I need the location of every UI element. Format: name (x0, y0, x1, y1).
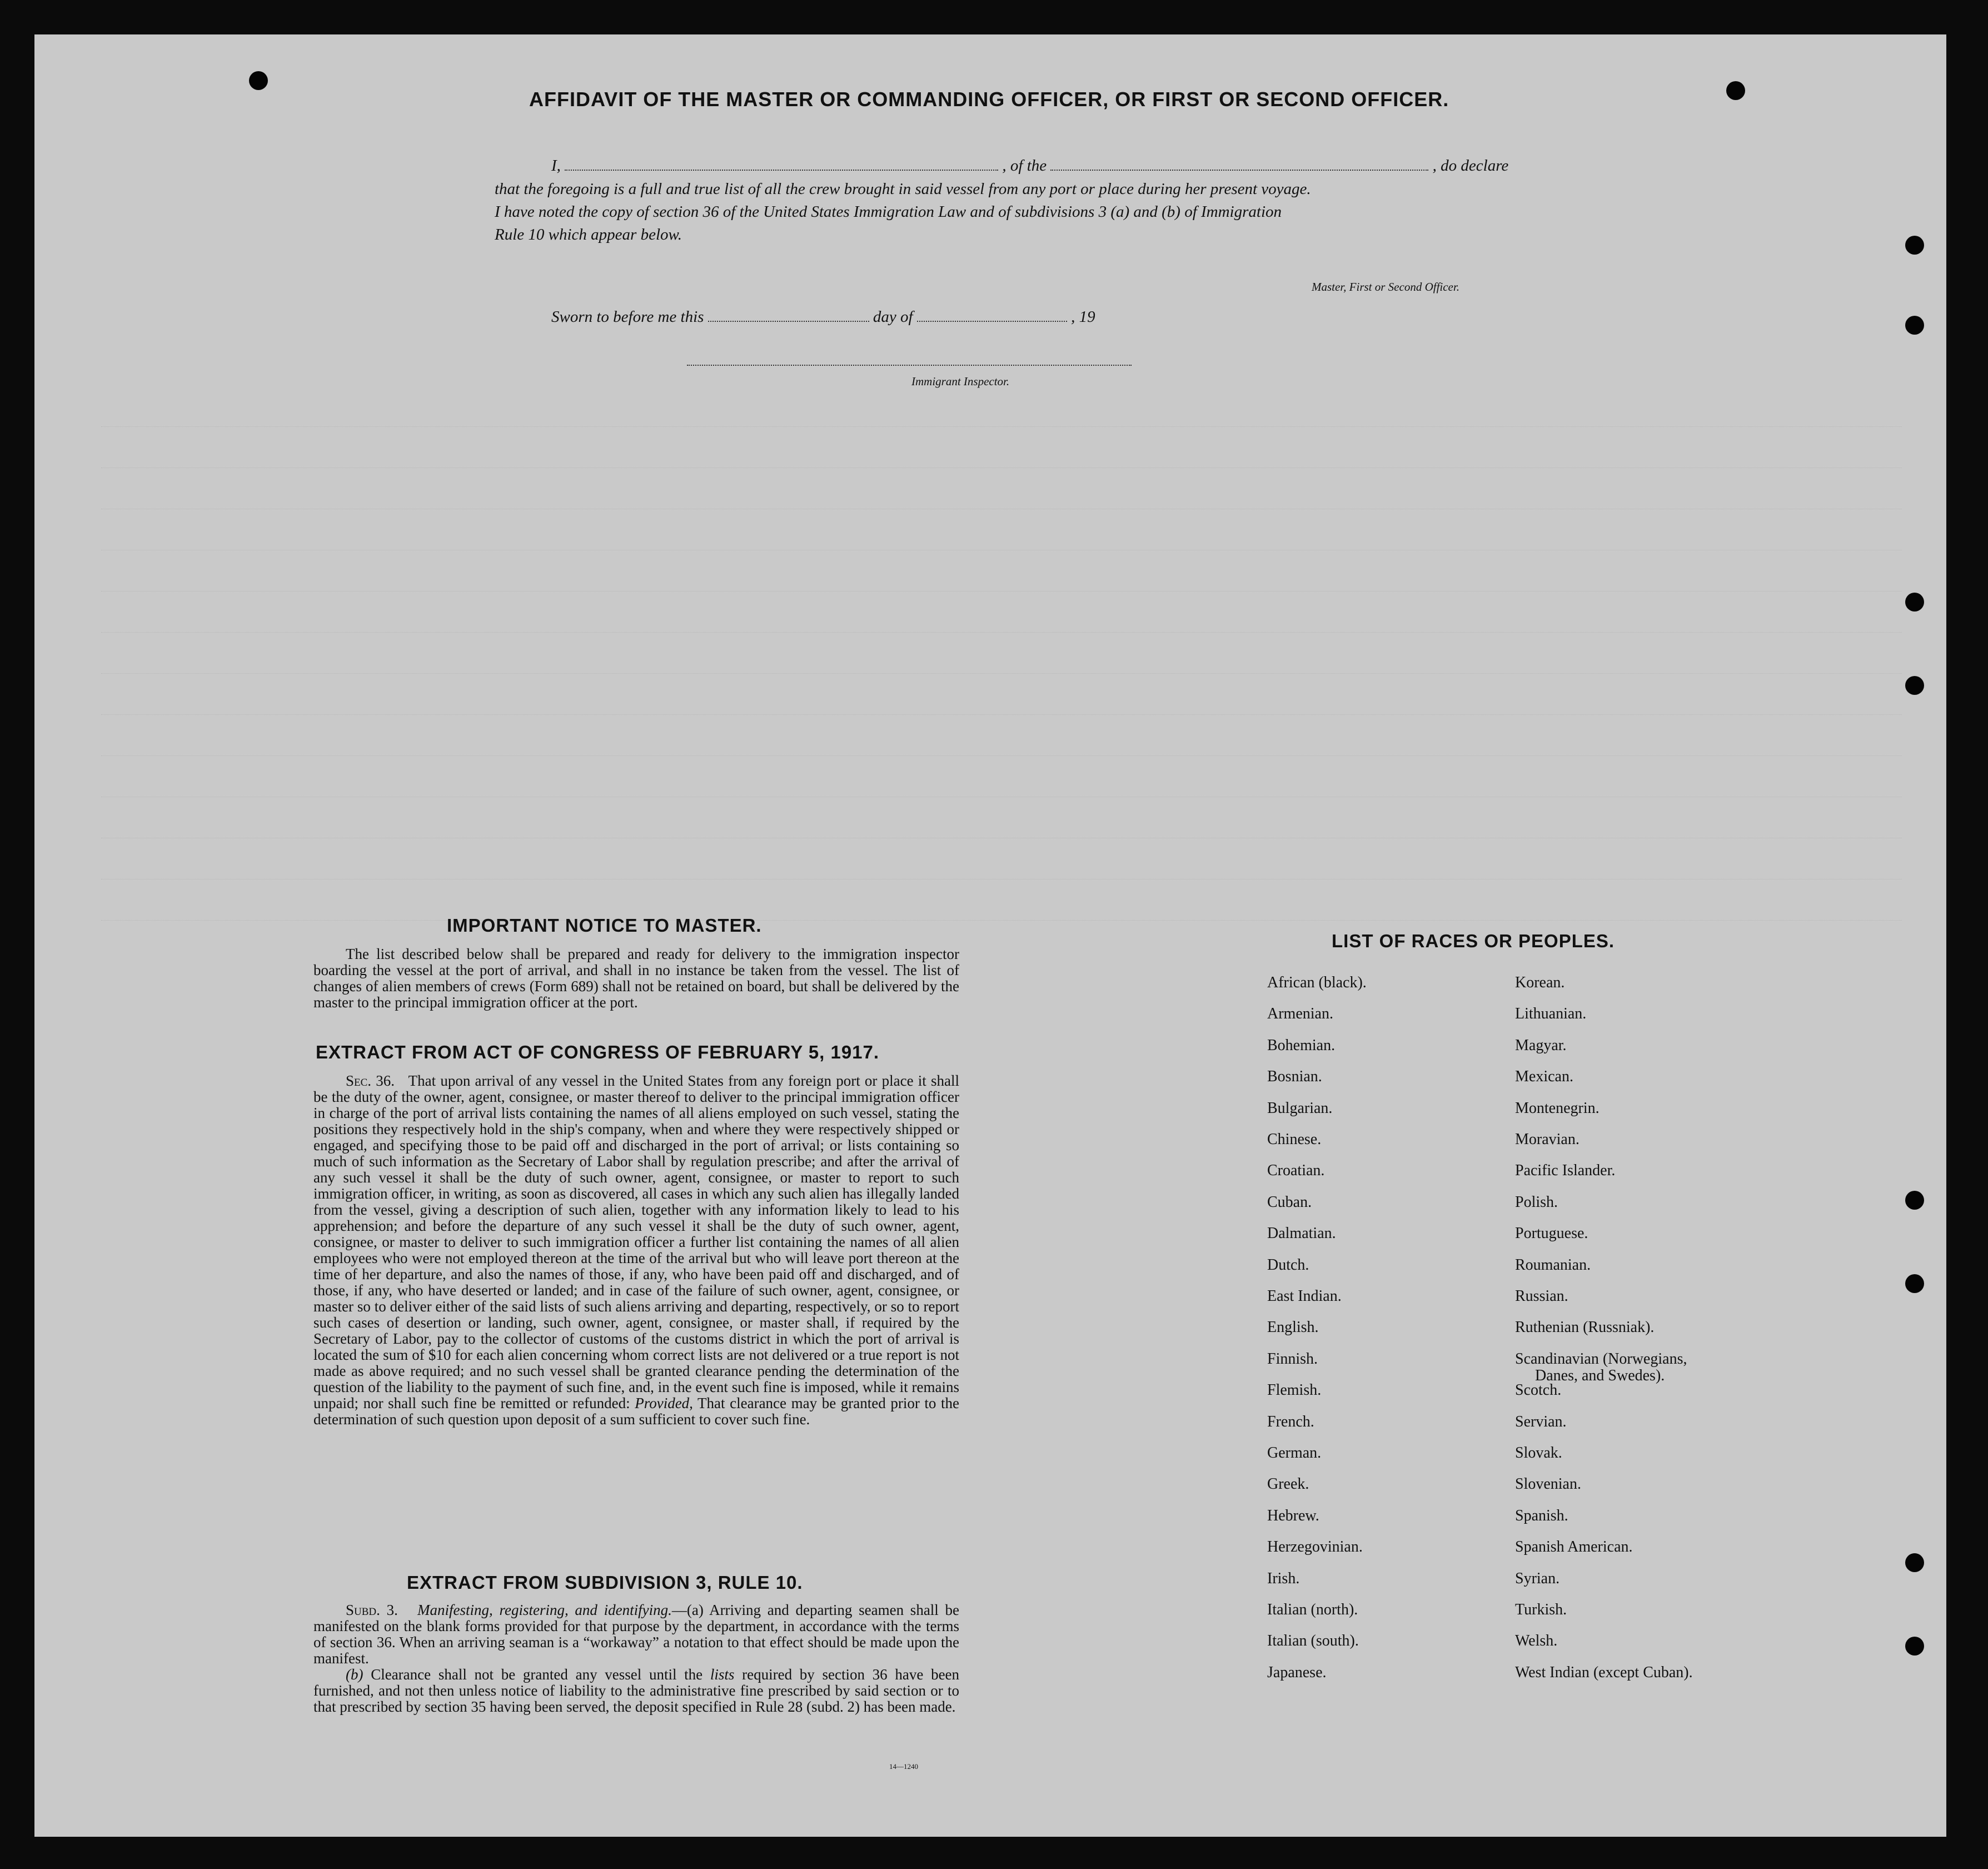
race-item: Dalmatian. (1267, 1225, 1336, 1242)
race-item: German. (1267, 1444, 1322, 1462)
races-right-column (1515, 974, 1748, 1713)
para-b-lists: lists (710, 1666, 735, 1683)
master-signature-label: Master, First or Second Officer. (1312, 280, 1459, 294)
race-item: African (black). (1267, 974, 1367, 991)
race-item: Italian (north). (1267, 1601, 1358, 1618)
race-item: Servian. (1515, 1413, 1567, 1430)
sec-label: Sec. 36. (346, 1072, 395, 1089)
race-item: Korean. (1515, 974, 1565, 991)
name-blank (565, 167, 998, 171)
races-left-column (1267, 974, 1489, 1713)
binder-hole (1905, 236, 1924, 255)
race-item: Cuban. (1267, 1194, 1312, 1211)
inspector-label: Immigrant Inspector. (911, 375, 1010, 388)
sworn-day-blank (708, 319, 869, 322)
para-b-text-2: required by section 36 have been furnished, and not then unless notice of liability to the administrative fine prescribed by said section or to that prescribed by section 35 having been served, the deposit specified in Rule 28 (subd. 2) has been made. (313, 1666, 960, 1716)
race-item: Pacific Islander. (1515, 1162, 1616, 1179)
act-heading: EXTRACT FROM ACT OF CONGRESS OF FEBRUARY 5, 1917. (316, 1042, 880, 1062)
act-body: That upon arrival of any vessel in the United States from any foreign port or place it shall be the duty of the owner, agent, consignee, or master thereof to deliver to the principal immigration officer in charge of the port of arrival lists containing the names of all aliens employed on such vessel, stating the positions they respectively hold in the ship's company, when and where they were respectively shipped or engaged, and specifying those to be paid off and discharged in the port of arrival; or lists containing so much of such information as the Secretary of Labor shall by regulation prescribe; and after the arrival of any such vessel it shall be the duty of such owner, agent, consignee, or master to report to such immigration officer, in writing, as soon as discovered, all cases in which any such alien has illegally landed from the vessel, giving a description of such alien, together with any information likely to lead to his apprehension; and before the departure of any such vessel it shall be the duty of such owner, agent, consignee, or master to deliver to such immigration officer a further list containing the names of all alien employees who were not employed thereon at the time of the arrival but who will leave port thereon at the time of her departure, and also the names of those, if any, who have been paid off and discharged, and of those, if any, who have deserted or landed; and in case of the failure of such owner, agent, consignee, or master so to deliver either of the said lists of such aliens arriving and departing, respectively, or so to report such cases of desertion or landing, such owner, agent, consignee, or master shall, if required by the Secretary of Labor, pay to the collector of customs of the customs district in which the port of arrival is located the sum of $10 for each alien concerning whom correct lists are not delivered or a true report is not made as above required; and no such vessel shall be granted clearance pending the determination of the question of the liability to the payment of such fine, and, in the event such fine is imposed, while it remains unpaid; nor shall such fine be remitted or refunded: (313, 1072, 959, 1412)
bleed-through-line (101, 838, 1902, 839)
notice-paragraph: The list described below shall be prepared and ready for delivery to the immigration inspector boarding the vessel at the port of arrival, and shall in no instance be taken from the vessel. The list of changes of alien members of crews (Form 689) shall not be retained on board, but shall be delivered by the master to the principal immigration officer at the port. (313, 946, 959, 1011)
race-item: Slovak. (1515, 1444, 1562, 1462)
bleed-through-line (101, 714, 1902, 715)
para-b-label: (b) (346, 1666, 363, 1683)
bleed-through-line (101, 673, 1902, 674)
affidavit-line-2: that the foregoing is a full and true list of all the crew brought in said vessel from any port or place during her present voyage. (495, 180, 1311, 198)
race-item: Scotch. (1515, 1381, 1562, 1399)
race-item: French. (1267, 1413, 1314, 1430)
race-item: Irish. (1267, 1570, 1300, 1587)
race-item: Hebrew. (1267, 1507, 1319, 1524)
race-item: Dutch. (1267, 1256, 1309, 1274)
binder-hole (1905, 1274, 1924, 1293)
bleed-through-line (101, 509, 1902, 510)
affidavit-line-1 (551, 157, 1508, 175)
affidavit-i: I, (551, 157, 561, 175)
binder-hole (1905, 593, 1924, 612)
subd-para-a: —(a) Arriving and departing seamen shall be manifested on the blank forms provided for that purpose by the department, in accordance with the terms of section 36. When an arriving seaman is a “workaway” a notation to that effect should be made upon the manifest. (313, 1602, 960, 1667)
race-item: Spanish. (1515, 1507, 1568, 1524)
race-item: Polish. (1515, 1194, 1558, 1211)
race-item: Russian. (1515, 1288, 1568, 1305)
race-item: East Indian. (1267, 1288, 1342, 1305)
race-item: Montenegrin. (1515, 1100, 1600, 1117)
subd-title: Manifesting, registering, and identifying. (417, 1602, 672, 1618)
notice-heading: IMPORTANT NOTICE TO MASTER. (447, 915, 762, 936)
race-item: West Indian (except Cuban). (1515, 1664, 1693, 1681)
race-item: Italian (south). (1267, 1632, 1359, 1649)
binder-hole (249, 71, 268, 90)
race-item: English. (1267, 1319, 1319, 1336)
affidavit-of-the: , of the (1002, 157, 1047, 175)
race-item: Japanese. (1267, 1664, 1327, 1681)
race-item: Danes, and Swedes). (1535, 1367, 1665, 1384)
sworn-text: Sworn to before me this (551, 308, 704, 326)
bleed-through-line (101, 879, 1902, 880)
race-item: Slovenian. (1515, 1475, 1581, 1493)
bleed-through-line (101, 632, 1902, 633)
race-item: Syrian. (1515, 1570, 1560, 1587)
affidavit-line-3: I have noted the copy of section 36 of the United States Immigration Law and of subdivisions 3 (a) and (b) of Immigration (495, 203, 1282, 221)
affidavit-line-4: Rule 10 which appear below. (495, 226, 682, 243)
race-item: Chinese. (1267, 1131, 1322, 1148)
bleed-through-line (101, 755, 1902, 757)
provided-word: Provided, (635, 1395, 693, 1412)
race-item: Finnish. (1267, 1350, 1318, 1368)
act-body-end: That clearance may be granted prior to the determination of such question upon deposit of a sum sufficient to cover such fine. (313, 1395, 959, 1428)
race-item: Flemish. (1267, 1381, 1322, 1399)
inspector-signature-line (687, 362, 1132, 366)
race-item: Scandinavian (Norwegians, (1515, 1350, 1687, 1368)
race-item: Greek. (1267, 1475, 1309, 1493)
race-item: Croatian. (1267, 1162, 1325, 1179)
sworn-line (551, 308, 1095, 326)
race-item: Bohemian. (1267, 1037, 1336, 1054)
binder-hole (1905, 676, 1924, 695)
race-item: Herzegovinian. (1267, 1538, 1363, 1555)
bleed-through-line (101, 550, 1902, 551)
race-item: Bosnian. (1267, 1068, 1322, 1085)
binder-hole (1905, 316, 1924, 335)
act-paragraph (313, 1073, 959, 1428)
subd-label: Subd. 3. (346, 1602, 398, 1618)
form-number: 14—1240 (889, 1762, 918, 1771)
race-item: Welsh. (1515, 1632, 1558, 1649)
day-of-text: day of (873, 308, 913, 326)
document-page (34, 34, 1946, 1837)
affidavit-do-declare: , do declare (1432, 157, 1509, 175)
rule-paragraph-b (313, 1667, 959, 1715)
race-item: Turkish. (1515, 1601, 1567, 1618)
bleed-through-line (101, 920, 1902, 921)
race-item: Ruthenian (Russniak). (1515, 1319, 1655, 1336)
race-item: Portuguese. (1515, 1225, 1588, 1242)
binder-hole (1905, 1637, 1924, 1656)
notice-text (313, 946, 959, 1011)
act-text (313, 1073, 959, 1428)
rule-paragraph-a (313, 1602, 959, 1667)
races-heading: LIST OF RACES OR PEOPLES. (1332, 931, 1615, 951)
rule-text (313, 1602, 959, 1715)
race-item: Mexican. (1515, 1068, 1573, 1085)
bleed-through-line (101, 797, 1902, 798)
year-text: , 19 (1071, 308, 1095, 326)
race-item: Lithuanian. (1515, 1005, 1587, 1022)
rule-heading: EXTRACT FROM SUBDIVISION 3, RULE 10. (407, 1572, 803, 1593)
binder-hole (1905, 1191, 1924, 1210)
bleed-through-line (101, 426, 1902, 428)
bleed-through-line (101, 591, 1902, 592)
bleed-through-line (101, 468, 1902, 469)
race-item: Roumanian. (1515, 1256, 1591, 1274)
month-blank (917, 319, 1067, 322)
vessel-blank (1050, 167, 1428, 171)
affidavit-heading: AFFIDAVIT OF THE MASTER OR COMMANDING OFFICER, OR FIRST OR SECOND OFFICER. (529, 88, 1449, 111)
binder-hole (1905, 1553, 1924, 1572)
race-item: Moravian. (1515, 1131, 1580, 1148)
para-b-text-1: Clearance shall not be granted any vessel until the (371, 1666, 703, 1683)
race-item: Magyar. (1515, 1037, 1567, 1054)
race-item: Spanish American. (1515, 1538, 1633, 1555)
binder-hole (1726, 81, 1745, 100)
race-item: Bulgarian. (1267, 1100, 1333, 1117)
race-item: Armenian. (1267, 1005, 1333, 1022)
